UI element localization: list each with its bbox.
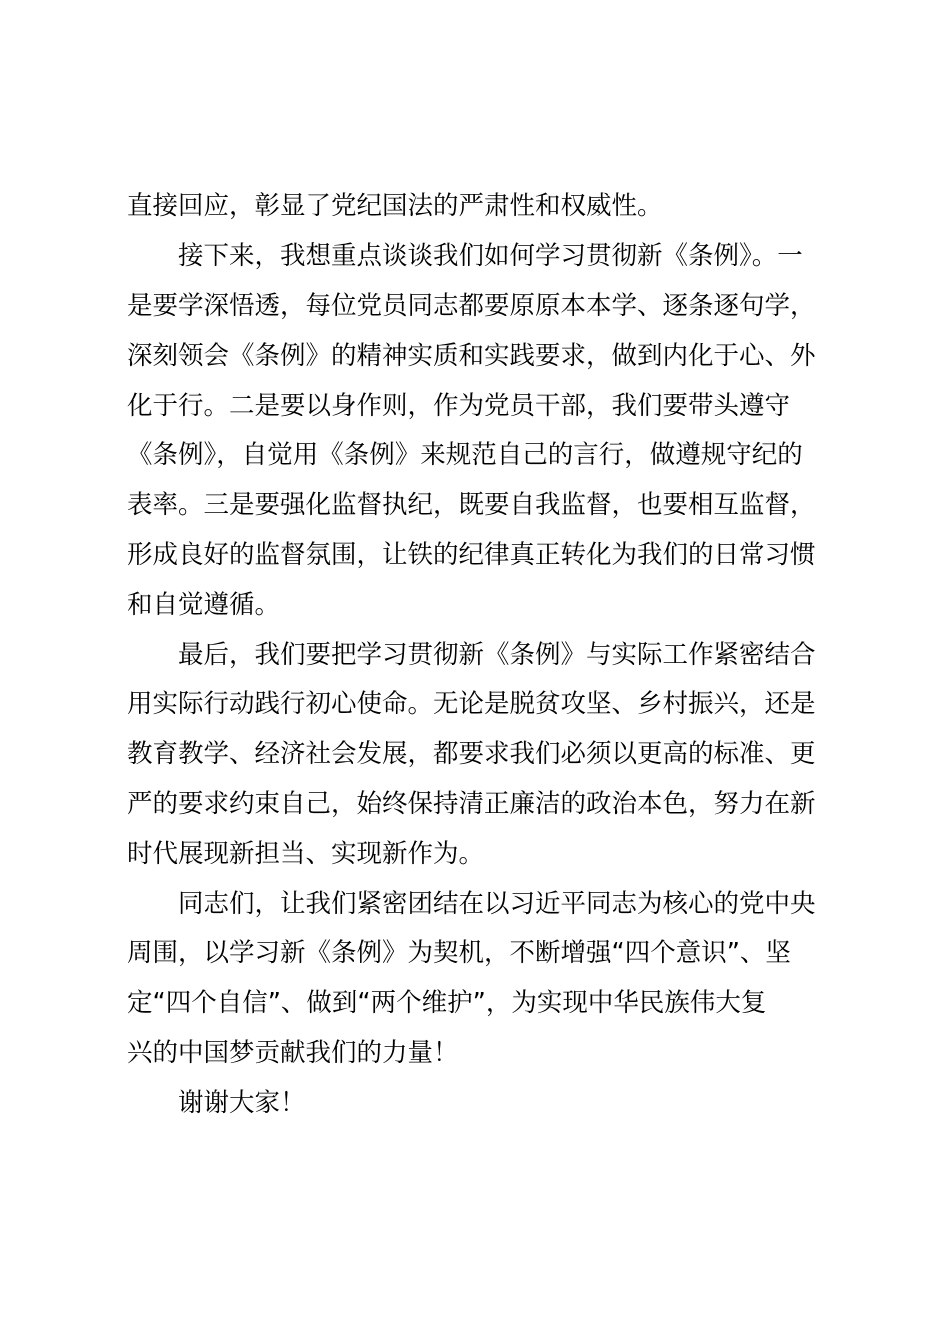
text-line-5: 化于行。二是要以身作则，作为党员干部，我们要带头遵守 (127, 391, 791, 421)
text-line-16: 周围，以学习新《条例》为契机，不断增强“四个意识”、坚 (127, 938, 791, 968)
text-line-19: 谢谢大家！ (178, 1088, 306, 1118)
text-line-11: 用实际行动践行初心使命。无论是脱贫攻坚、乡村振兴，还是 (127, 689, 816, 719)
text-line-10: 最后，我们要把学习贯彻新《条例》与实际工作紧密结合 (178, 640, 816, 670)
text-line-14: 时代展现新担当、实现新作为。 (127, 839, 485, 869)
text-line-7: 表率。三是要强化监督执纪，既要自我监督，也要相互监督， (127, 490, 816, 520)
text-line-17: 定“四个自信”、做到“两个维护”，为实现中华民族伟大复 (127, 988, 767, 1018)
text-line-2: 接下来，我想重点谈谈我们如何学习贯彻新《条例》。一 (178, 241, 803, 271)
text-line-4: 深刻领会《条例》的精神实质和实践要求，做到内化于心、外 (127, 341, 816, 371)
text-line-3: 是要学深悟透，每位党员同志都要原原本本学、逐条逐句学， (127, 291, 816, 321)
text-line-1: 直接回应，彰显了党纪国法的严肃性和权威性。 (127, 191, 663, 221)
text-line-13: 严的要求约束自己，始终保持清正廉洁的政治本色，努力在新 (127, 789, 816, 819)
text-line-6: 《条例》，自觉用《条例》来规范自己的言行，做遵规守纪的 (127, 440, 803, 470)
text-line-9: 和自觉遵循。 (127, 590, 281, 620)
text-line-15: 同志们，让我们紧密团结在以习近平同志为核心的党中央 (178, 889, 816, 919)
text-line-12: 教育教学、经济社会发展，都要求我们必须以更高的标准、更 (127, 739, 816, 769)
text-line-18: 兴的中国梦贡献我们的力量！ (127, 1038, 459, 1068)
text-line-8: 形成良好的监督氛围，让铁的纪律真正转化为我们的日常习惯 (127, 540, 816, 570)
